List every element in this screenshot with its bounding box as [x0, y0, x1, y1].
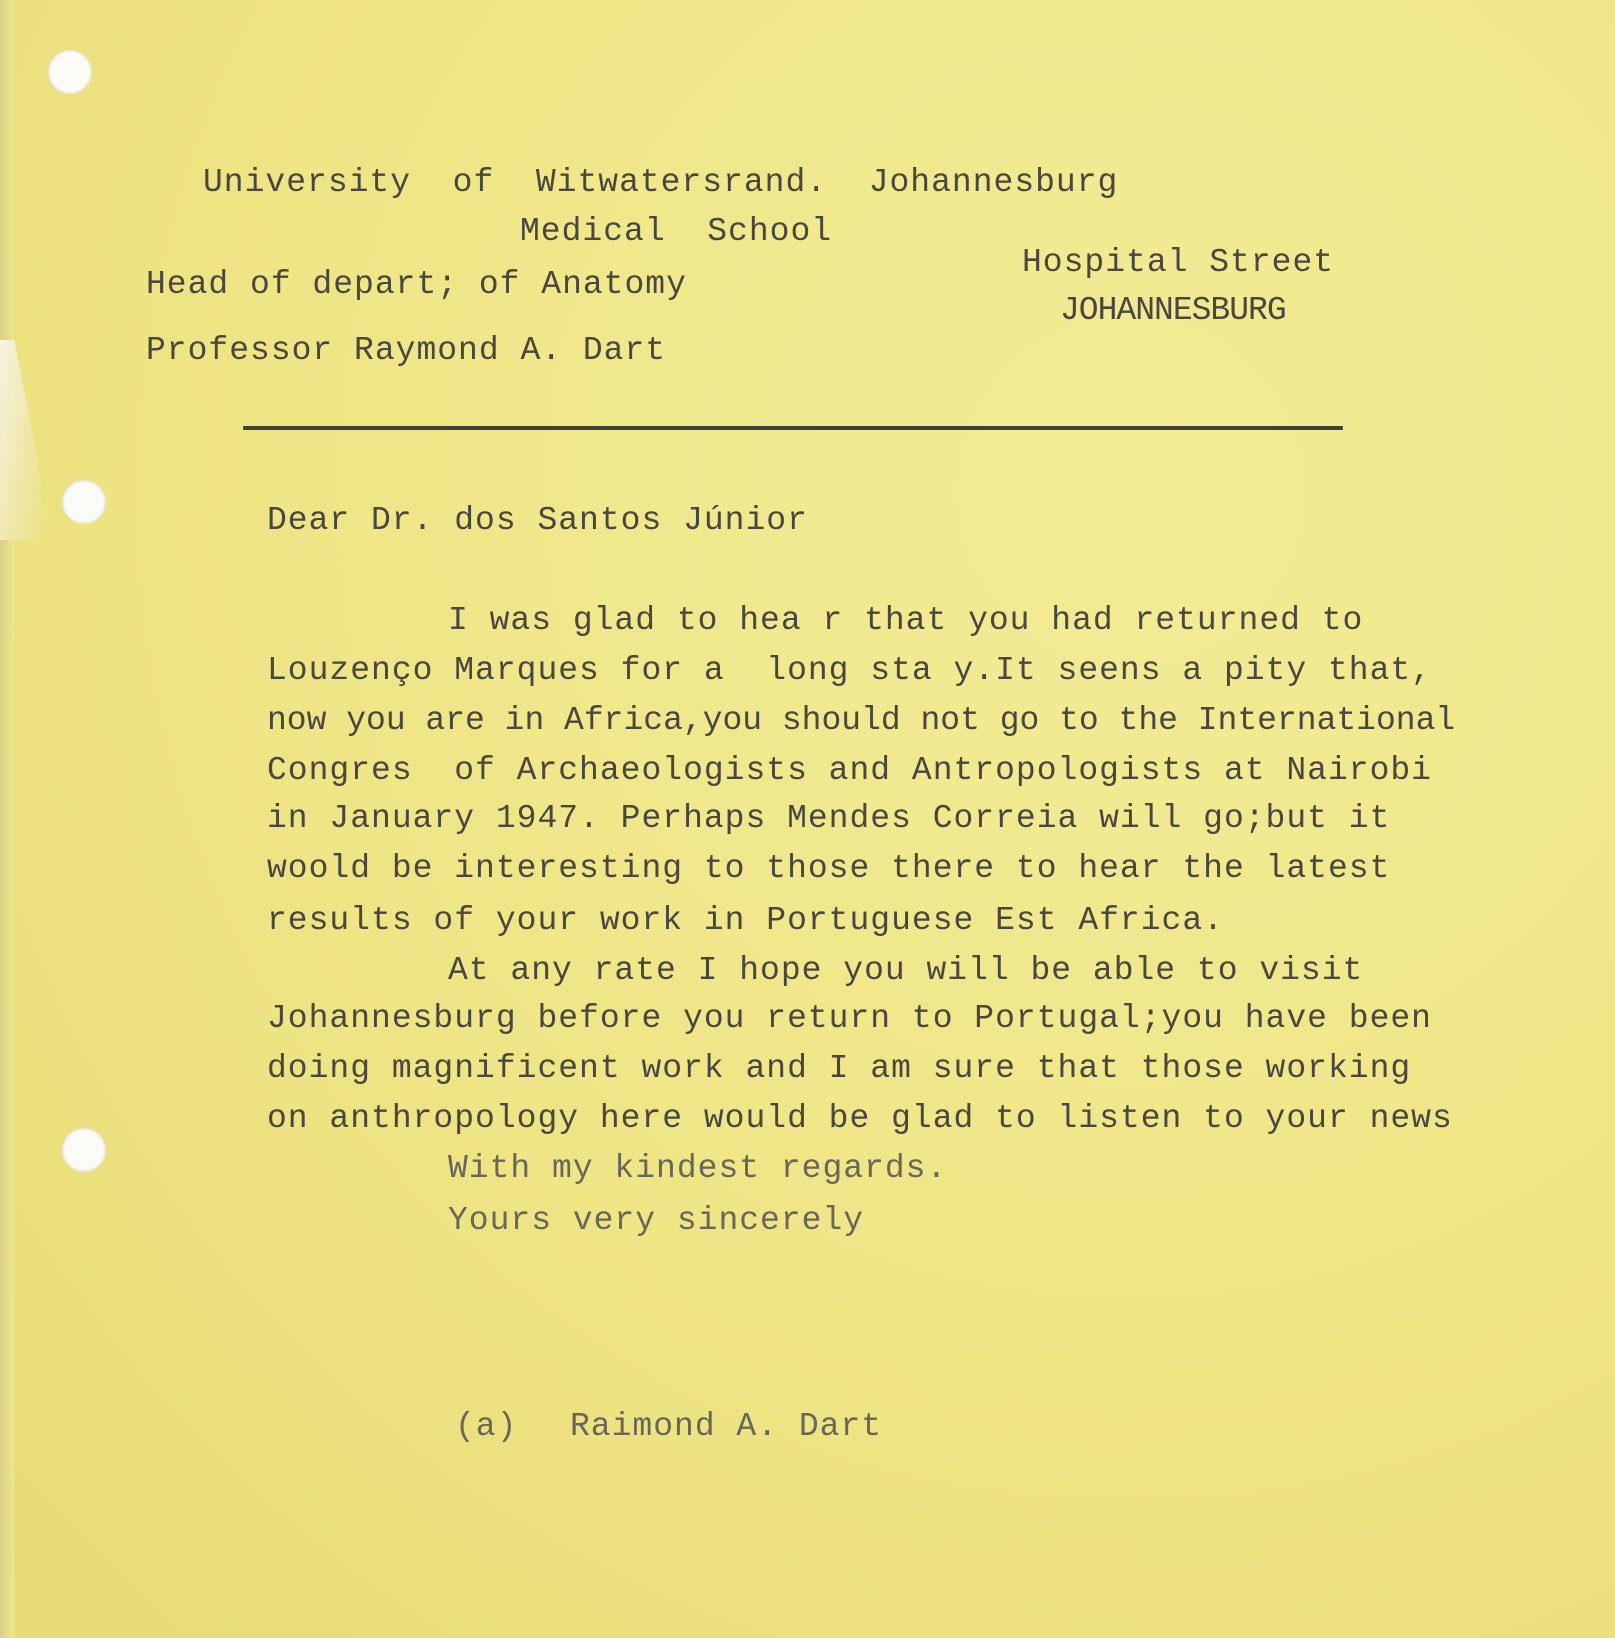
- closing-sign-off: Yours very sincerely: [448, 1202, 865, 1239]
- punch-hole-bottom: [62, 1128, 106, 1172]
- letterhead-divider: [243, 426, 1343, 430]
- body-line: in January 1947. Perhaps Mendes Correia will go;but it: [267, 800, 1391, 837]
- letterhead-department: Head of depart; of Anatomy: [146, 266, 687, 303]
- punch-hole-top: [48, 50, 92, 94]
- salutation: Dear Dr. dos Santos Júnior: [267, 502, 808, 539]
- body-line: Johannesburg before you return to Portugal;you have been: [267, 1000, 1432, 1037]
- body-line: results of your work in Portuguese Est Africa.: [267, 902, 1224, 939]
- body-line: I was glad to hea r that you had returned to: [448, 602, 1364, 639]
- body-line: woold be interesting to those there to hear the latest: [267, 850, 1391, 887]
- signature-prefix: (a): [455, 1408, 518, 1445]
- body-line: At any rate I hope you will be able to visit: [448, 952, 1364, 989]
- closing-regards: With my kindest regards.: [448, 1150, 948, 1187]
- body-line: on anthropology here would be glad to listen to your news: [267, 1100, 1453, 1137]
- letterhead-professor: Professor Raymond A. Dart: [146, 332, 667, 369]
- letterhead-school: Medical School: [520, 213, 833, 250]
- letterhead-street: Hospital Street: [1022, 244, 1335, 281]
- letterhead-university: University of Witwatersrand. Johannesburg: [203, 164, 1119, 201]
- body-line: Louzenço Marques for a long sta y.It seens a pity that,: [267, 652, 1432, 689]
- body-line: now you are in Africa,you should not go to the International: [267, 702, 1456, 739]
- paper-left-edge: [0, 0, 14, 1638]
- punch-hole-middle: [62, 480, 106, 524]
- signature-name: Raimond A. Dart: [570, 1408, 883, 1445]
- letterhead-city: JOHANNESBURG: [1060, 292, 1286, 329]
- body-line: doing magnificent work and I am sure that those working: [267, 1050, 1412, 1087]
- body-line: Congres of Archaeologists and Antropologists at Nairobi: [267, 752, 1432, 789]
- paper-tear: [0, 340, 48, 540]
